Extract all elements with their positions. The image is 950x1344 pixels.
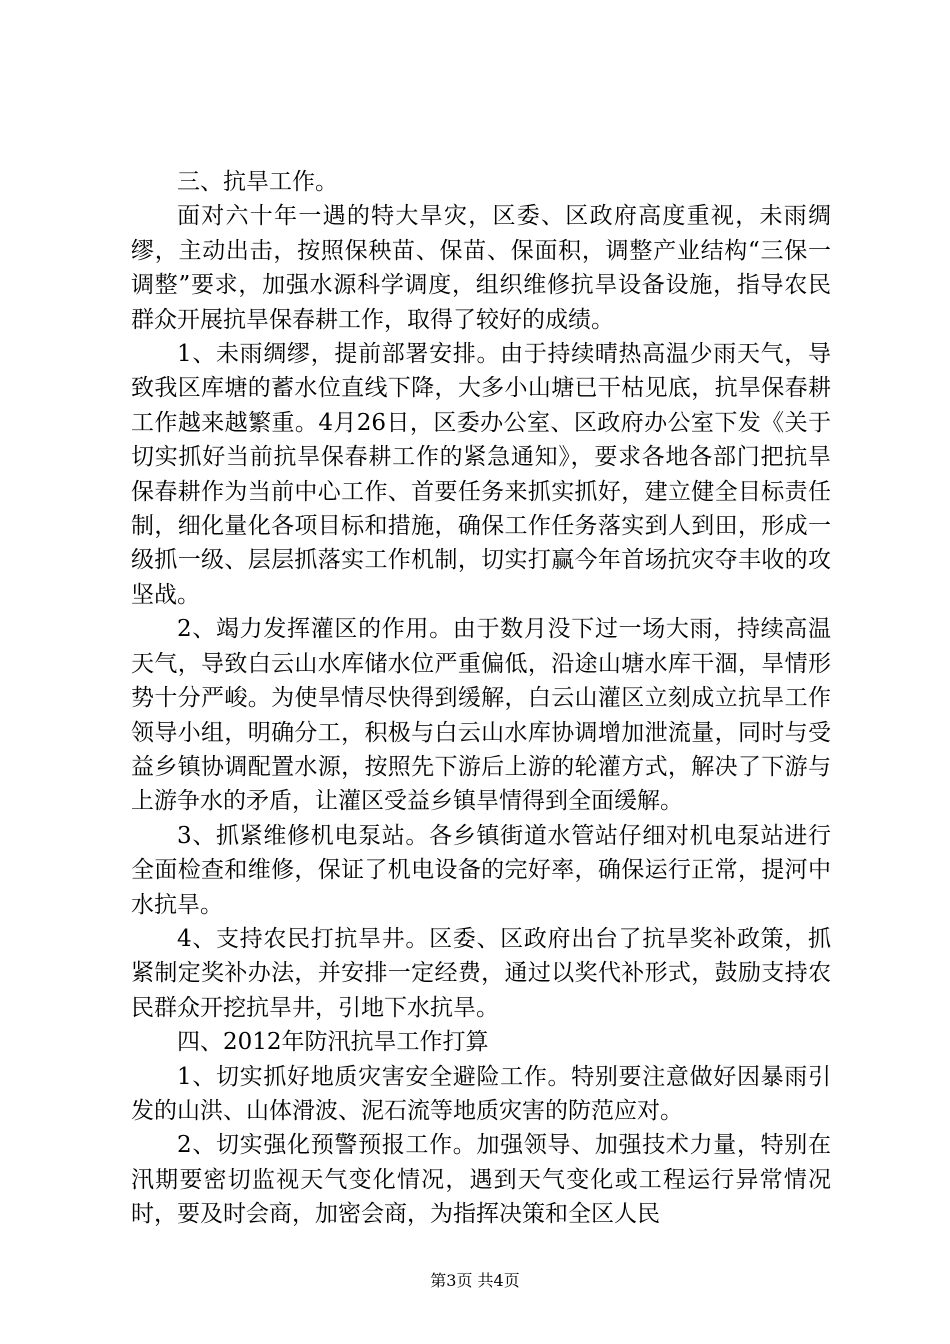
paragraph-item-3-pump-stations: 3、抓紧维修机电泵站。各乡镇街道水管站仔细对机电泵站进行全面检查和维修，保证了机电设备的完好率，确保运行正常，提河中水抗旱。 bbox=[131, 822, 831, 918]
paragraph-plan-2-warning: 2、切实强化预警预报工作。加强领导、加强技术力量，特别在汛期要密切监视天气变化情况，遇到天气变化或工程运行异常情况时，要及时会商，加密会商，为指挥决策和全区人民 bbox=[131, 1132, 831, 1228]
paragraph-item-4-wells: 4、支持农民打抗旱井。区委、区政府出台了抗旱奖补政策，抓紧制定奖补办法，并安排一定经费，通过以奖代补形式，鼓励支持农民群众开挖抗旱井，引地下水抗旱。 bbox=[131, 925, 831, 1021]
document-body bbox=[131, 165, 831, 1232]
section-heading-2012-plan: 四、2012年防汛抗旱工作打算 bbox=[177, 1029, 489, 1056]
paragraph-plan-1-geohazard: 1、切实抓好地质灾害安全避险工作。特别要注意做好因暴雨引发的山洪、山体滑波、泥石流等地质灾害的防范应对。 bbox=[131, 1063, 831, 1124]
page-footer bbox=[0, 1271, 950, 1291]
paragraph-item-1-planning: 1、未雨绸缪，提前部署安排。由于持续晴热高温少雨天气，导致我区库塘的蓄水位直线下降，大多小山塘已干枯见底，抗旱保春耕工作越来越繁重。4月26日，区委办公室、区政府办公室下发《关于切实抓好当前抗旱保春耕工作的紧急通知》，要求各地各部门把抗旱保春耕作为当前中心工作、首要任务来抓实抓好，建立健全目标责任制，细化量化各项目标和措施，确保工作任务落实到人到田，形成一级抓一级、层层抓落实工作机制，切实打赢今年首场抗灾夺丰收的攻坚战。 bbox=[131, 341, 831, 608]
paragraph-drought-intro: 面对六十年一遇的特大旱灾，区委、区政府高度重视，未雨绸缪，主动出击，按照保秧苗、保苗、保面积，调整产业结构“三保一调整”要求，加强水源科学调度，组织维修抗旱设备设施，指导农民群众开展抗旱保春耕工作，取得了较好的成绩。 bbox=[131, 203, 831, 333]
page-number: 第3页 共4页 bbox=[430, 1271, 520, 1290]
paragraph-item-2-irrigation: 2、竭力发挥灌区的作用。由于数月没下过一场大雨，持续高温天气，导致白云山水库储水位严重偏低，沿途山塘水库干涸，旱情形势十分严峻。为使旱情尽快得到缓解，白云山灌区立刻成立抗旱工作领导小组，明确分工，积极与白云山水库协调增加泄流量，同时与受益乡镇协调配置水源，按照先下游后上游的轮灌方式，解决了下游与上游争水的矛盾，让灌区受益乡镇旱情得到全面缓解。 bbox=[131, 616, 831, 815]
section-heading-drought: 三、抗旱工作。 bbox=[177, 169, 338, 195]
